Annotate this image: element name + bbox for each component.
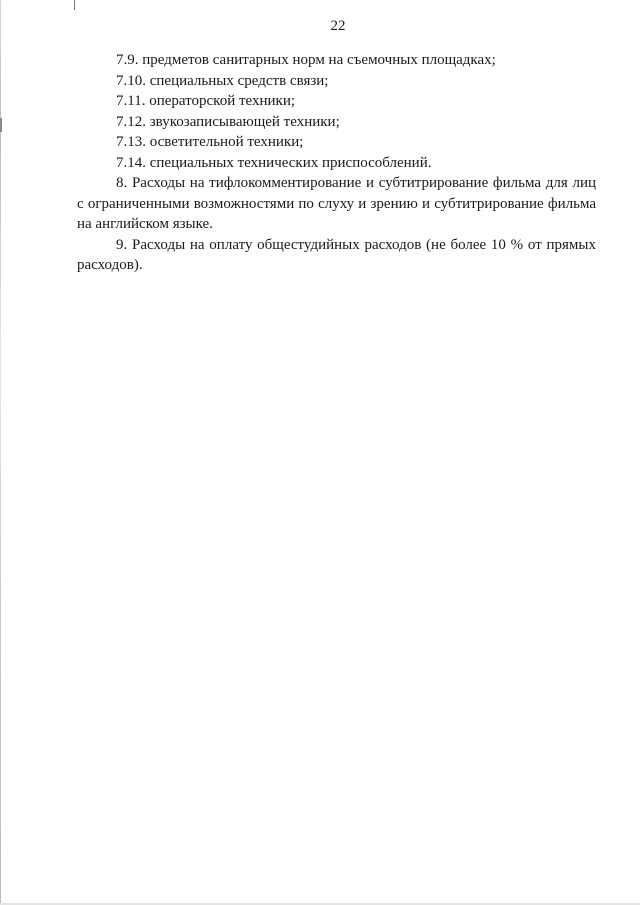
- list-item: 7.11. операторской техники;: [116, 93, 296, 109]
- document-body: [77, 50, 596, 276]
- paragraph: 8. Расходы на тифлокомментирование и субтитрирование фильма для лиц с ограниченными возможностями по слуху и зрению и субтитрирование фильма на английском языке.: [77, 175, 596, 232]
- list-item: 7.9. предметов санитарных норм на съемочных площадках;: [116, 52, 496, 68]
- list-item: 7.13. осветительной техники;: [116, 134, 304, 150]
- list-item: 7.12. звукозаписывающей техники;: [116, 113, 340, 130]
- scan-mark: [74, 0, 75, 10]
- scan-mark: [0, 118, 2, 132]
- paragraph: 9. Расходы на оплату общестудийных расходов (не более 10 % от прямых расходов).: [77, 236, 596, 273]
- scan-edge: [0, 0, 1, 905]
- list-item: 7.10. специальных средств связи;: [116, 72, 329, 89]
- list-item: 7.14. специальных технических приспособлений.: [116, 154, 432, 171]
- page-number: 22: [330, 18, 346, 34]
